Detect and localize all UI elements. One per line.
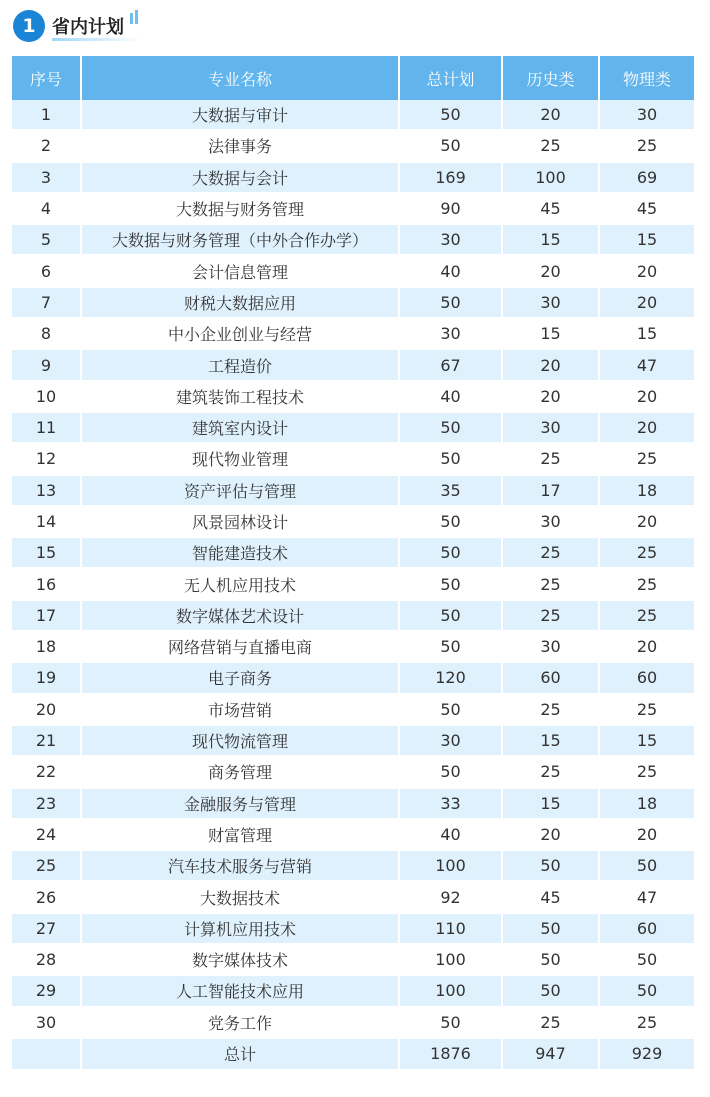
total-plan: 120 (400, 663, 503, 694)
table-row (12, 851, 694, 882)
major-name: 大数据与财务管理 (82, 194, 400, 225)
major-name: 商务管理 (82, 757, 400, 788)
table-row (12, 757, 694, 788)
major-name: 现代物流管理 (82, 726, 400, 757)
physics-count: 47 (600, 882, 694, 913)
major-name: 会计信息管理 (82, 256, 400, 287)
major-name: 网络营销与直播电商 (82, 632, 400, 663)
total-plan: 50 (400, 100, 503, 131)
major-name: 数字媒体技术 (82, 945, 400, 976)
history-count: 30 (503, 413, 600, 444)
total-plan: 40 (400, 382, 503, 413)
physics-count: 30 (600, 100, 694, 131)
row-index: 4 (12, 194, 82, 225)
title-underline (52, 38, 142, 41)
physics-count: 25 (600, 131, 694, 162)
enrollment-plan-table (12, 56, 694, 1071)
total-plan: 30 (400, 726, 503, 757)
major-name: 市场营销 (82, 695, 400, 726)
decorative-bars-icon (130, 10, 138, 24)
total-plan: 33 (400, 789, 503, 820)
physics-count: 25 (600, 569, 694, 600)
table-total-row (12, 1039, 694, 1071)
major-name: 智能建造技术 (82, 538, 400, 569)
history-count: 15 (503, 225, 600, 256)
row-index: 16 (12, 569, 82, 600)
history-count: 50 (503, 945, 600, 976)
major-name: 财税大数据应用 (82, 288, 400, 319)
history-count: 20 (503, 256, 600, 287)
major-name: 财富管理 (82, 820, 400, 851)
row-index: 23 (12, 789, 82, 820)
header-history: 历史类 (503, 56, 600, 100)
physics-count: 60 (600, 663, 694, 694)
table-row (12, 225, 694, 256)
table-row (12, 194, 694, 225)
history-count: 30 (503, 288, 600, 319)
total-plan: 50 (400, 757, 503, 788)
row-index: 13 (12, 476, 82, 507)
total-plan: 110 (400, 914, 503, 945)
physics-count: 18 (600, 789, 694, 820)
history-count: 15 (503, 726, 600, 757)
row-index: 14 (12, 507, 82, 538)
section-header (0, 0, 710, 52)
history-count: 45 (503, 194, 600, 225)
major-name: 人工智能技术应用 (82, 976, 400, 1007)
history-count: 20 (503, 820, 600, 851)
total-history-value: 947 (503, 1039, 600, 1071)
row-index: 24 (12, 820, 82, 851)
history-count: 25 (503, 601, 600, 632)
physics-count: 50 (600, 976, 694, 1007)
history-count: 25 (503, 538, 600, 569)
table-row (12, 288, 694, 319)
history-count: 25 (503, 444, 600, 475)
table-header-row (12, 56, 694, 100)
physics-count: 25 (600, 695, 694, 726)
major-name: 建筑室内设计 (82, 413, 400, 444)
row-index: 9 (12, 350, 82, 381)
row-index: 20 (12, 695, 82, 726)
section-number-badge: 1 (13, 10, 45, 42)
table-row (12, 163, 694, 194)
row-index: 18 (12, 632, 82, 663)
physics-count: 15 (600, 225, 694, 256)
table-body (12, 100, 694, 1039)
table-row (12, 382, 694, 413)
history-count: 25 (503, 757, 600, 788)
major-name: 金融服务与管理 (82, 789, 400, 820)
history-count: 25 (503, 131, 600, 162)
table-row (12, 601, 694, 632)
history-count: 20 (503, 100, 600, 131)
table-row (12, 319, 694, 350)
row-index: 25 (12, 851, 82, 882)
header-physics: 物理类 (600, 56, 694, 100)
total-plan: 50 (400, 601, 503, 632)
total-plan: 100 (400, 851, 503, 882)
row-index: 2 (12, 131, 82, 162)
table-row (12, 256, 694, 287)
row-index: 17 (12, 601, 82, 632)
table-row (12, 726, 694, 757)
history-count: 15 (503, 319, 600, 350)
total-plan: 50 (400, 695, 503, 726)
total-plan: 30 (400, 225, 503, 256)
row-index: 30 (12, 1008, 82, 1039)
physics-count: 25 (600, 757, 694, 788)
major-name: 计算机应用技术 (82, 914, 400, 945)
physics-count: 50 (600, 945, 694, 976)
major-name: 电子商务 (82, 663, 400, 694)
physics-count: 25 (600, 444, 694, 475)
physics-count: 69 (600, 163, 694, 194)
row-index: 1 (12, 100, 82, 131)
major-name: 建筑装饰工程技术 (82, 382, 400, 413)
physics-count: 15 (600, 319, 694, 350)
physics-count: 15 (600, 726, 694, 757)
table-row (12, 976, 694, 1007)
table-row (12, 914, 694, 945)
total-plan: 40 (400, 256, 503, 287)
table-row (12, 789, 694, 820)
total-plan: 40 (400, 820, 503, 851)
row-index: 5 (12, 225, 82, 256)
physics-count: 20 (600, 382, 694, 413)
physics-count: 18 (600, 476, 694, 507)
table-row (12, 945, 694, 976)
history-count: 17 (503, 476, 600, 507)
row-index: 3 (12, 163, 82, 194)
physics-count: 47 (600, 350, 694, 381)
physics-count: 25 (600, 538, 694, 569)
history-count: 60 (503, 663, 600, 694)
row-index: 15 (12, 538, 82, 569)
history-count: 50 (503, 914, 600, 945)
table-row (12, 538, 694, 569)
history-count: 15 (503, 789, 600, 820)
major-name: 现代物业管理 (82, 444, 400, 475)
table-row (12, 444, 694, 475)
physics-count: 20 (600, 820, 694, 851)
major-name: 汽车技术服务与营销 (82, 851, 400, 882)
history-count: 25 (503, 569, 600, 600)
total-plan: 50 (400, 131, 503, 162)
section-title: 省内计划 (52, 17, 124, 38)
table-row (12, 413, 694, 444)
history-count: 100 (503, 163, 600, 194)
history-count: 30 (503, 632, 600, 663)
physics-count: 20 (600, 507, 694, 538)
total-plan: 30 (400, 319, 503, 350)
physics-count: 20 (600, 413, 694, 444)
row-index: 7 (12, 288, 82, 319)
physics-count: 25 (600, 601, 694, 632)
header-index: 序号 (12, 56, 82, 100)
total-index-cell (12, 1039, 82, 1071)
table-row (12, 1008, 694, 1039)
physics-count: 45 (600, 194, 694, 225)
major-name: 法律事务 (82, 131, 400, 162)
row-index: 6 (12, 256, 82, 287)
row-index: 27 (12, 914, 82, 945)
row-index: 26 (12, 882, 82, 913)
major-name: 大数据与审计 (82, 100, 400, 131)
history-count: 20 (503, 382, 600, 413)
total-physics-value: 929 (600, 1039, 694, 1071)
major-name: 大数据与财务管理（中外合作办学） (82, 225, 400, 256)
physics-count: 20 (600, 256, 694, 287)
table-row (12, 695, 694, 726)
header-total-plan: 总计划 (400, 56, 503, 100)
major-name: 数字媒体艺术设计 (82, 601, 400, 632)
total-plan: 50 (400, 413, 503, 444)
total-plan: 50 (400, 632, 503, 663)
table-row (12, 663, 694, 694)
history-count: 25 (503, 1008, 600, 1039)
total-plan: 92 (400, 882, 503, 913)
table-row (12, 131, 694, 162)
physics-count: 25 (600, 1008, 694, 1039)
row-index: 22 (12, 757, 82, 788)
total-plan: 50 (400, 569, 503, 600)
history-count: 45 (503, 882, 600, 913)
total-plan: 35 (400, 476, 503, 507)
table-row (12, 632, 694, 663)
total-plan: 169 (400, 163, 503, 194)
total-plan: 100 (400, 945, 503, 976)
total-plan: 50 (400, 538, 503, 569)
row-index: 10 (12, 382, 82, 413)
total-plan: 100 (400, 976, 503, 1007)
history-count: 50 (503, 976, 600, 1007)
major-name: 中小企业创业与经营 (82, 319, 400, 350)
physics-count: 50 (600, 851, 694, 882)
table-row (12, 569, 694, 600)
total-label: 总计 (82, 1039, 400, 1071)
total-plan: 50 (400, 288, 503, 319)
history-count: 25 (503, 695, 600, 726)
total-plan: 50 (400, 507, 503, 538)
row-index: 19 (12, 663, 82, 694)
total-plan-value: 1876 (400, 1039, 503, 1071)
physics-count: 20 (600, 632, 694, 663)
header-major-name: 专业名称 (82, 56, 400, 100)
row-index: 11 (12, 413, 82, 444)
history-count: 20 (503, 350, 600, 381)
major-name: 大数据与会计 (82, 163, 400, 194)
table-row (12, 820, 694, 851)
row-index: 8 (12, 319, 82, 350)
major-name: 资产评估与管理 (82, 476, 400, 507)
row-index: 29 (12, 976, 82, 1007)
major-name: 风景园林设计 (82, 507, 400, 538)
physics-count: 60 (600, 914, 694, 945)
table-row (12, 100, 694, 131)
total-plan: 90 (400, 194, 503, 225)
major-name: 工程造价 (82, 350, 400, 381)
row-index: 12 (12, 444, 82, 475)
major-name: 党务工作 (82, 1008, 400, 1039)
table-row (12, 882, 694, 913)
total-plan: 67 (400, 350, 503, 381)
total-plan: 50 (400, 1008, 503, 1039)
total-plan: 50 (400, 444, 503, 475)
major-name: 大数据技术 (82, 882, 400, 913)
row-index: 28 (12, 945, 82, 976)
row-index: 21 (12, 726, 82, 757)
table-row (12, 350, 694, 381)
table-row (12, 476, 694, 507)
table-row (12, 507, 694, 538)
physics-count: 20 (600, 288, 694, 319)
history-count: 50 (503, 851, 600, 882)
major-name: 无人机应用技术 (82, 569, 400, 600)
history-count: 30 (503, 507, 600, 538)
